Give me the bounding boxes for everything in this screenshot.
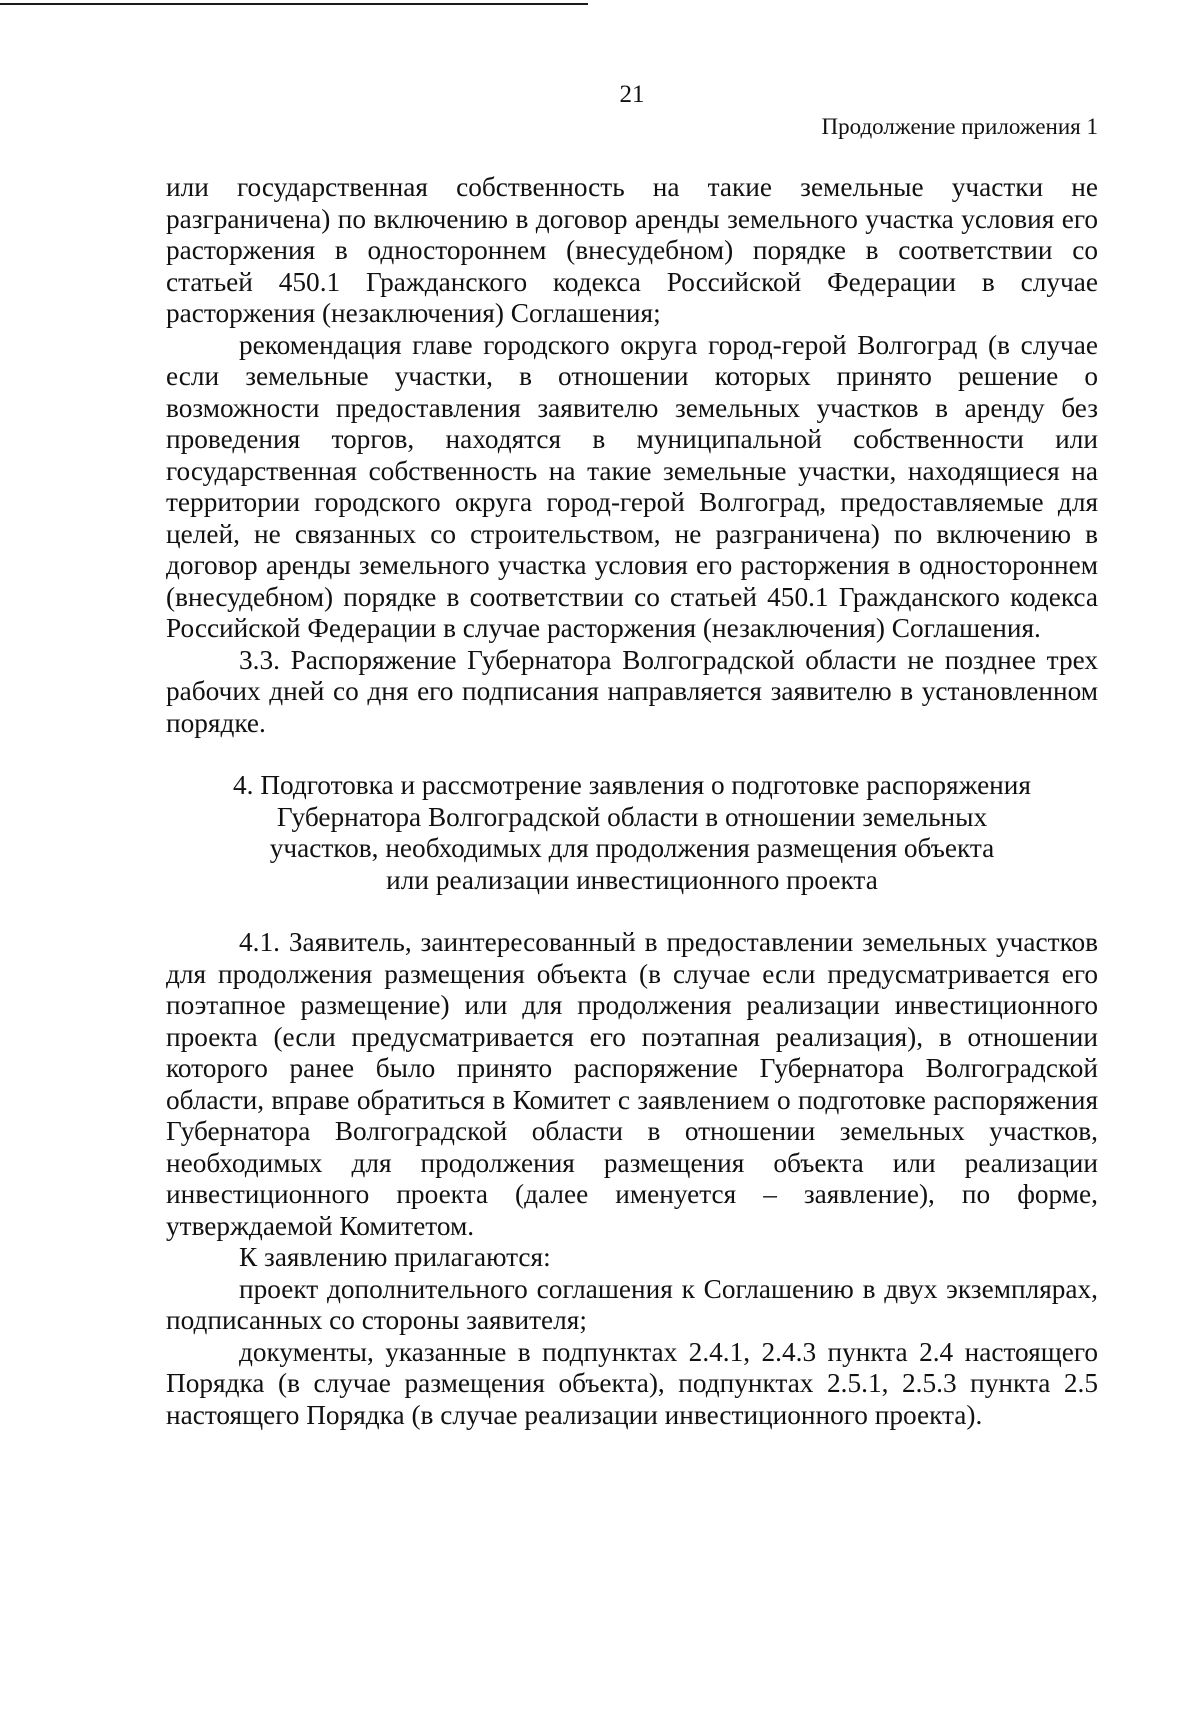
scan-edge-line <box>0 3 588 5</box>
section-heading-line-2: Губернатора Волгоградской области в отношении земельных <box>276 801 988 832</box>
paragraph-3-3: 3.3. Распоряжение Губернатора Волгоградской области не позднее трех рабочих дней со дня его подписания направляется заявителю в установленном порядке. <box>166 644 1098 738</box>
section-heading-line-4: или реализации инвестиционного проекта <box>386 864 878 895</box>
paragraph-4-1: 4.1. Заявитель, заинтересованный в предоставлении земельных участков для продолжения размещения объекта (в случае если предусматривается его поэтапное размещение) или для продолжения реализации инвестиционного проекта (если предусматривается его поэтапная реализация), в отношении которого ранее было принято распоряжение Губернатора Волгоградской области, вправе обратиться в Комитет с заявлением о подготовке распоряжения Губернатора Волгоградской области в отношении земельных участков, необходимых для продолжения размещения объекта или реализации инвестиционного проекта (далее именуется – заявление), по форме, утверждаемой Комитетом. <box>166 927 1098 1241</box>
paragraph-attachment-documents: документы, указанные в подпунктах 2.4.1, 2.4.3 пункта 2.4 настоящего Порядка (в случае размещения объекта), подпунктах 2.5.1, 2.5.3 пункта 2.5 настоящего Порядка (в случае реализации инвестиционного проекта). <box>166 1336 1098 1430</box>
page-number: 21 <box>619 81 645 108</box>
paragraph-continuation: или государственная собственность на такие земельные участки не разграничена) по включению в договор аренды земельного участка условия его расторжения в одностороннем (внесудебном) порядке в соответствии со статьей 450.1 Гражданского кодекса Российской Федерации в случае расторжения (незаключения) Соглашения; <box>166 172 1098 328</box>
running-header: Продолжение приложения 1 <box>821 114 1098 139</box>
section-heading-line-1: 4. Подготовка и рассмотрение заявления о подготовке распоряжения <box>233 770 1031 800</box>
paragraph-attachments-intro: К заявлению прилагаются: <box>239 1242 551 1272</box>
section-heading <box>166 770 1098 896</box>
paragraph-attachment-draft: проект дополнительного соглашения к Соглашению в двух экземплярах, подписанных со стороны заявителя; <box>166 1273 1098 1335</box>
document-body <box>166 172 1098 1431</box>
section-heading-line-3: участков, необходимых для продолжения размещения объекта <box>269 833 995 863</box>
paragraph-recommendation: рекомендация главе городского округа город-герой Волгоград (в случае если земельные участки, в отношении которых принято решение о возможности предоставления заявителю земельных участков в аренду без проведения торгов, находятся в муниципальной собственности или государственная собственность на такие земельные участки, находящиеся на территории городского округа город-герой Волгоград, предоставляемые для целей, не связанных со строительством, не разграничена) по включению в договор аренды земельного участка условия его расторжения в одностороннем (внесудебном) порядке в соответствии со статьей 450.1 Гражданского кодекса Российской Федерации в случае расторжения (незаключения) Соглашения. <box>166 329 1098 643</box>
